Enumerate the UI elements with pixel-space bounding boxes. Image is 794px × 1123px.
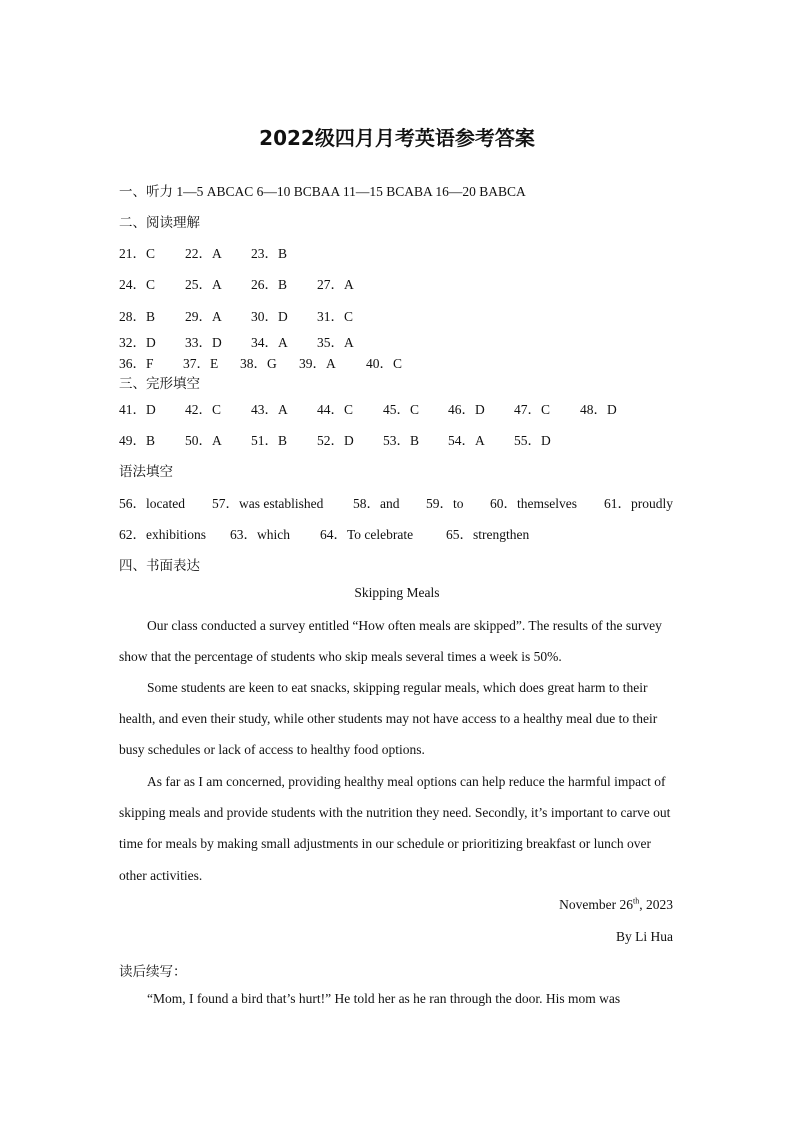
answer-43: 43．A — [251, 402, 288, 417]
answer-27: 27．A — [317, 277, 354, 292]
answer-44: 44．C — [317, 402, 354, 417]
answer-49: 49．B — [119, 433, 156, 448]
answer-65: 65．strengthen — [446, 527, 530, 542]
answer-64: 64．To celebrate — [320, 527, 414, 542]
grammar-heading: 语法填空 — [119, 464, 173, 480]
answer-48: 48．D — [580, 402, 617, 417]
answer-62: 62．exhibitions — [119, 527, 206, 542]
essay-title: Skipping Meals — [354, 585, 440, 600]
answer-46: 46．D — [448, 402, 485, 417]
reading-heading: 二、阅读理解 — [119, 215, 200, 231]
answer-59: 59．to — [426, 496, 464, 511]
essay-paragraph-2: Some students are keen to eat snacks, skipping regular meals, which does great harm to their health, and even their study, while other students may not have access to a healthy meal due to their busy schedules or lack of access to healthy food options. — [119, 680, 658, 758]
page-title: 2022级四月月考英语参考答案 — [259, 126, 535, 150]
answer-45: 45．C — [383, 402, 420, 417]
essay-paragraph-1: Our class conducted a survey entitled “How often meals are skipped”. The results of the survey show that the percentage of students who skip meals several times a week is 50%. — [119, 618, 662, 665]
answer-57: 57．was established — [212, 496, 324, 511]
answer-32: 32．D — [119, 335, 156, 350]
answer-26: 26．B — [251, 277, 288, 292]
answer-51: 51．B — [251, 433, 288, 448]
listening-answers: 一、听力 1—5 ABCAC 6—10 BCBAA 11—15 BCABA 16—20 BABCA — [119, 184, 526, 199]
answer-24: 24．C — [119, 277, 156, 292]
essay-paragraph-3: As far as I am concerned, providing healthy meal options can help reduce the harmful impact of skipping meals and provide students with the nutrition they need. Secondly, it’s important to carve out time for meals by making small adjustments in our schedule or prioritizing breakfast or lunch over other activities. — [119, 774, 671, 883]
answer-21: 21．C — [119, 246, 156, 261]
answer-29: 29．A — [185, 309, 222, 324]
answer-25: 25．A — [185, 277, 222, 292]
answer-40: 40．C — [366, 356, 403, 371]
essay-date: November 26th, 2023 — [559, 896, 673, 912]
answer-31: 31．C — [317, 309, 354, 324]
answer-42: 42．C — [185, 402, 222, 417]
answer-37: 37．E — [183, 356, 219, 371]
answer-60: 60．themselves — [490, 496, 577, 511]
answer-58: 58．and — [353, 496, 400, 511]
essay-signature: By Li Hua — [616, 929, 673, 944]
answer-63: 63．which — [230, 527, 290, 542]
answer-56: 56．located — [119, 496, 185, 511]
answer-30: 30．D — [251, 309, 288, 324]
answer-22: 22．A — [185, 246, 222, 261]
answer-52: 52．D — [317, 433, 354, 448]
answer-28: 28．B — [119, 309, 156, 324]
answer-36: 36．F — [119, 356, 154, 371]
answer-55: 55．D — [514, 433, 551, 448]
answer-38: 38．G — [240, 356, 277, 371]
continuation-heading: 读后续写： — [119, 964, 187, 980]
answer-53: 53．B — [383, 433, 420, 448]
answer-35: 35．A — [317, 335, 354, 350]
cloze-heading: 三、完形填空 — [119, 376, 200, 392]
writing-heading: 四、书面表达 — [119, 558, 200, 574]
answer-54: 54．A — [448, 433, 485, 448]
answer-61: 61．proudly — [604, 496, 673, 511]
answer-50: 50．A — [185, 433, 222, 448]
continuation-text: “Mom, I found a bird that’s hurt!” He told her as he ran through the door. His mom was — [147, 991, 621, 1006]
answer-33: 33．D — [185, 335, 222, 350]
answer-47: 47．C — [514, 402, 551, 417]
answer-41: 41．D — [119, 402, 156, 417]
answer-34: 34．A — [251, 335, 288, 350]
answer-23: 23．B — [251, 246, 288, 261]
answer-39: 39．A — [299, 356, 336, 371]
